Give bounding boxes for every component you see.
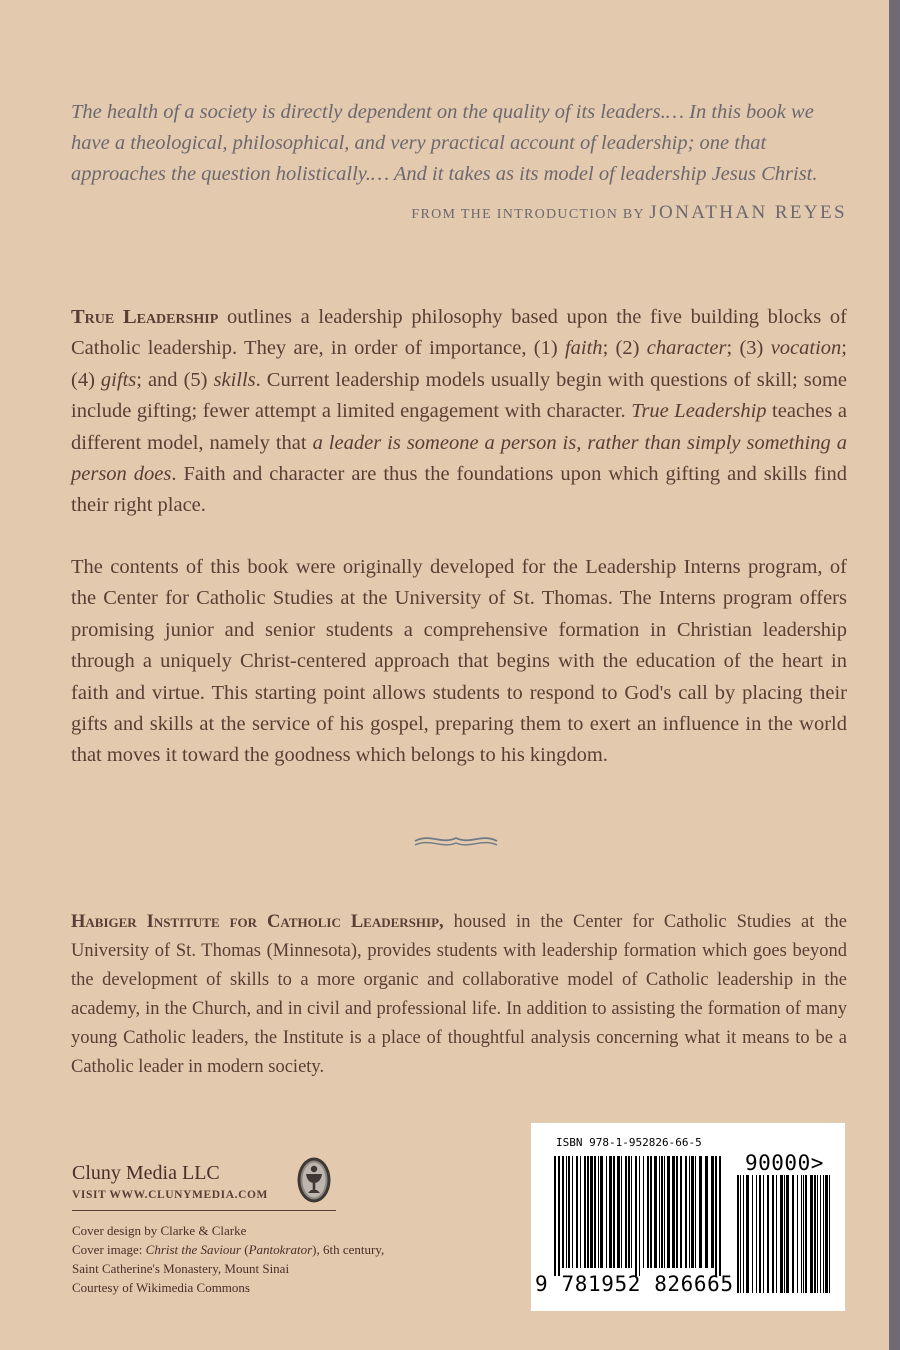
barcode-bar — [699, 1156, 702, 1268]
cover-credits — [72, 1221, 452, 1297]
barcode-bar — [801, 1175, 802, 1293]
barcode-bar — [617, 1156, 620, 1268]
barcode-bar — [776, 1175, 777, 1293]
barcode-bar — [797, 1175, 798, 1293]
institute-name: Habiger Institute for Catholic Leadership, — [71, 912, 444, 932]
credit-location: Saint Catherine's Monastery, Mount Sinai — [72, 1261, 290, 1276]
emphasis-text: a leader is someone a person is, rather than simply something a person does — [71, 431, 847, 486]
barcode-bar — [829, 1175, 830, 1293]
term-faith: faith — [564, 337, 603, 360]
text-run: ; (2) — [602, 337, 647, 360]
publisher-name: Cluny Media LLC — [72, 1162, 220, 1184]
barcode-bar — [590, 1156, 593, 1268]
barcode-bar — [752, 1175, 753, 1293]
attribution-name: JONATHAN REYES — [649, 202, 847, 223]
institute-paragraph — [71, 908, 847, 1082]
barcode-bar — [763, 1175, 764, 1293]
barcode-bar — [817, 1175, 818, 1293]
book-title-italic: True Leadership — [631, 400, 767, 423]
text-run: Cover image: — [72, 1242, 146, 1257]
quote-text: The health of a society is directly dependent on the quality of its leaders.… In this book we have a theological, philosophical, and very practical account of leadership; one that approaches the question holistically.… And it takes as its model of leadership Jesus Christ. — [71, 101, 818, 185]
barcode-bar — [823, 1175, 824, 1293]
barcode-bar — [740, 1175, 741, 1293]
text-run: . Current leadership models usually begin with questions of skill; some include gifting; fewer attempt a limited engagement with character. — [71, 368, 848, 423]
barcode-bar — [650, 1156, 652, 1268]
barcode-bar — [711, 1156, 714, 1268]
barcode-bar — [628, 1156, 630, 1268]
barcode-bar — [667, 1156, 670, 1268]
barcode-bar — [691, 1156, 694, 1268]
isbn-label: ISBN 978-1-952826-66-5 — [556, 1136, 702, 1149]
barcode-bar — [621, 1156, 622, 1268]
text-run: . Faith and character are thus the foundations upon which gifting and skills find their right place. — [71, 463, 848, 517]
barcode-bar — [568, 1156, 570, 1268]
description-paragraph-1 — [71, 302, 847, 522]
barcode-bar — [786, 1175, 789, 1293]
barcode-bar — [598, 1156, 599, 1268]
publisher-website: VISIT WWW.CLUNYMEDIA.COM — [72, 1189, 268, 1201]
barcode-bar — [572, 1156, 573, 1268]
text-run: The contents of this book were originally developed for the Leadership Interns program, of the Center for Catholic Studies at the University of St. Thomas. The Interns program offers promising junior and senior students a comprehensive formation in Christian leadership through a uniquely Christ-centered approach that begins with the education of the heart in faith and virtue. This starting point allows students to respond to God's call by placing their gifts and skills at the service of his gospel, preparing them to exert an influence in the world that moves it toward the goodness which belongs to his kingdom. — [71, 556, 847, 767]
barcode-bar — [810, 1175, 813, 1293]
barcode-bar — [685, 1156, 687, 1268]
barcode-bar — [805, 1175, 807, 1293]
barcode-bar — [594, 1156, 596, 1268]
barcode-bar — [664, 1156, 665, 1268]
credit-image — [72, 1240, 452, 1259]
attribution-prefix: FROM THE INTRODUCTION BY — [411, 207, 645, 222]
barcode-bar — [676, 1156, 678, 1268]
term-vocation: vocation — [770, 337, 842, 360]
barcode-bar — [639, 1156, 640, 1276]
barcode-bar — [705, 1156, 708, 1268]
barcode-bar — [613, 1156, 615, 1268]
barcode-bar — [558, 1156, 560, 1276]
barcode-bar — [767, 1175, 769, 1293]
barcode-bar — [643, 1156, 644, 1268]
text-run: outlines a leadership philosophy based upon the five building blocks of Catholic leadership. They are, in order of importance, (1) — [71, 306, 847, 360]
barcode-bar — [566, 1156, 567, 1268]
barcode-bar — [654, 1156, 657, 1268]
isbn-barcode — [531, 1123, 845, 1311]
barcode-bar — [625, 1156, 627, 1268]
barcode-bar — [600, 1156, 603, 1268]
barcode-bar — [814, 1175, 816, 1293]
barcode-bar — [576, 1156, 578, 1268]
text-run: ; (4) — [71, 337, 847, 391]
barcode-bar — [737, 1175, 739, 1293]
barcode-bar — [606, 1156, 607, 1268]
barcode-bar — [825, 1175, 828, 1293]
barcode-bar — [562, 1156, 564, 1268]
credit-courtesy: Courtesy of Wikimedia Commons — [72, 1280, 250, 1295]
barcode-bar — [746, 1175, 749, 1293]
barcode-bar — [772, 1175, 774, 1293]
barcode-bar — [554, 1156, 556, 1276]
barcode-bar — [820, 1175, 821, 1293]
barcode-bar — [631, 1156, 632, 1268]
barcode-bar — [715, 1156, 717, 1276]
blurb-quote — [71, 97, 847, 190]
barcode-bar — [792, 1175, 794, 1293]
text-run: ), 6th century, — [312, 1242, 385, 1257]
barcode-bar — [661, 1156, 663, 1268]
barcode-bar — [635, 1156, 637, 1276]
barcode-bar — [689, 1156, 690, 1268]
credit-design: Cover design by Clarke & Clarke — [72, 1223, 247, 1238]
barcode-bar — [803, 1175, 804, 1293]
image-subtitle: Pantokrator — [248, 1242, 313, 1257]
publisher-rule — [72, 1210, 336, 1211]
barcode-bar — [743, 1175, 744, 1293]
price-addon: 90000> — [745, 1151, 824, 1175]
book-title: True Leadership — [71, 306, 219, 328]
term-gifts: gifts — [100, 368, 137, 391]
barcode-bar — [609, 1156, 612, 1268]
text-run: housed in the Center for Catholic Studies at the University of St. Thomas (Minnesota), provides students with leadership formation which goes beyond the development of skills to a more organic and collaborative model of Catholic leadership in the academy, in the Church, and in civil and professional life. In addition to assisting the formation of many young Catholic leaders, the Institute is a place of thoughtful analysis concerning what it means to be a Catholic leader in modern society. — [71, 912, 847, 1077]
barcode-bar — [756, 1175, 757, 1293]
barcode-bar — [719, 1156, 721, 1276]
text-run: teaches a different model, namely that — [71, 400, 847, 454]
barcode-bar — [580, 1156, 581, 1268]
isbn-digits: 9 781952 826665 — [535, 1272, 734, 1296]
barcode-bar — [672, 1156, 675, 1268]
text-run: ; (3) — [726, 337, 771, 360]
quote-attribution — [71, 202, 847, 224]
barcode-bar — [680, 1156, 682, 1268]
image-title: Christ the Saviour — [145, 1242, 241, 1257]
description-paragraph-2 — [71, 552, 847, 772]
barcode-bar — [759, 1175, 761, 1293]
text-run: ( — [241, 1242, 249, 1257]
term-skills: skills — [213, 368, 256, 391]
term-character: character — [646, 337, 727, 360]
barcode-bar — [780, 1175, 783, 1293]
barcode-bar — [584, 1156, 586, 1268]
barcode-bar — [647, 1156, 649, 1268]
barcode-bar — [784, 1175, 785, 1293]
spine-edge — [889, 0, 900, 1350]
barcode-bar — [659, 1156, 660, 1268]
ornament-divider-icon — [412, 832, 500, 852]
text-run: ; and (5) — [136, 368, 214, 391]
barcode-bar — [695, 1156, 696, 1268]
barcode-bar — [587, 1156, 589, 1268]
chalice-seal-icon — [296, 1156, 332, 1204]
